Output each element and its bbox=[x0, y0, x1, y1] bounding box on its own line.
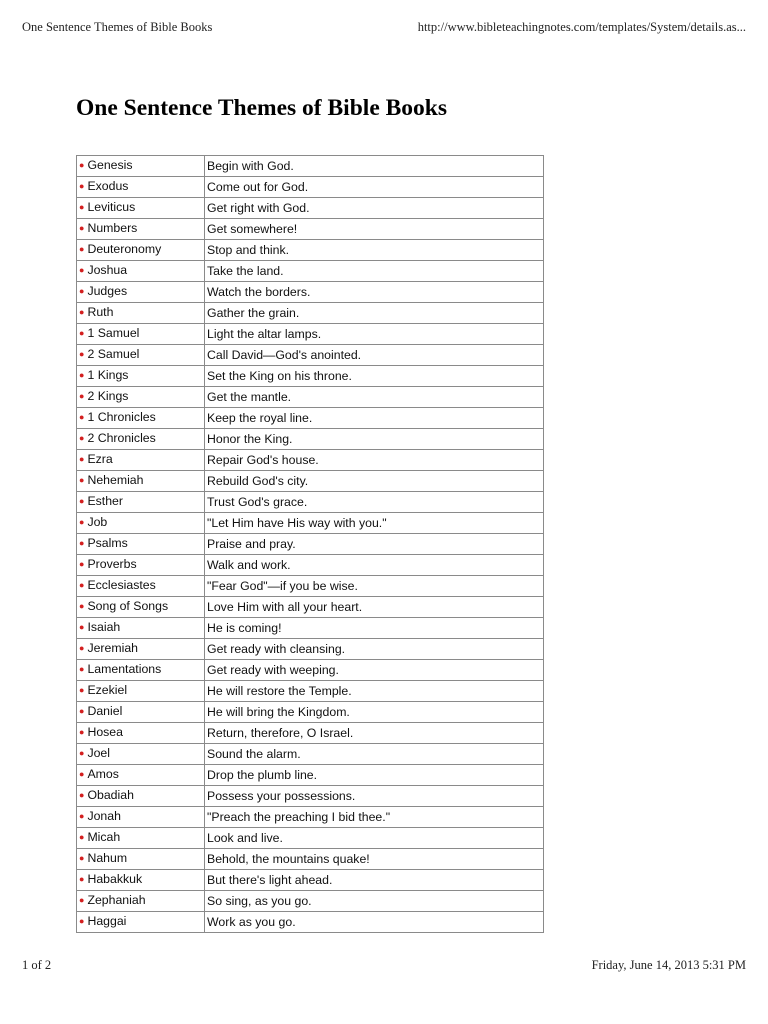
book-cell bbox=[77, 219, 205, 240]
bullet-icon: ● bbox=[79, 622, 85, 632]
table-row bbox=[77, 681, 544, 702]
page-number: 1 of 2 bbox=[22, 958, 52, 972]
table-row bbox=[77, 597, 544, 618]
book-name: Esther bbox=[87, 494, 123, 508]
table-row bbox=[77, 660, 544, 681]
table-row bbox=[77, 618, 544, 639]
book-cell bbox=[77, 429, 205, 450]
bullet-icon: ● bbox=[79, 664, 85, 674]
book-cell bbox=[77, 597, 205, 618]
book-name: Proverbs bbox=[87, 557, 137, 571]
book-name: 2 Samuel bbox=[87, 347, 140, 361]
theme-cell: Stop and think. bbox=[205, 240, 544, 261]
table-row bbox=[77, 786, 544, 807]
book-name: Obadiah bbox=[87, 788, 134, 802]
themes-table-container bbox=[76, 155, 543, 929]
book-name: Daniel bbox=[87, 704, 123, 718]
table-row bbox=[77, 702, 544, 723]
book-name: 2 Kings bbox=[87, 389, 129, 403]
bullet-icon: ● bbox=[79, 748, 85, 758]
table-row bbox=[77, 576, 544, 597]
book-name: Deuteronomy bbox=[87, 242, 162, 256]
book-name: Isaiah bbox=[87, 620, 121, 634]
bullet-icon: ● bbox=[79, 202, 85, 212]
table-row bbox=[77, 849, 544, 870]
bullet-icon: ● bbox=[79, 244, 85, 254]
table-row bbox=[77, 639, 544, 660]
bullet-icon: ● bbox=[79, 769, 85, 779]
bullet-icon: ● bbox=[79, 517, 85, 527]
theme-cell: Get the mantle. bbox=[205, 387, 544, 408]
theme-cell: Get somewhere! bbox=[205, 219, 544, 240]
print-header bbox=[22, 20, 746, 38]
book-cell bbox=[77, 828, 205, 849]
table-row bbox=[77, 723, 544, 744]
book-cell bbox=[77, 156, 205, 177]
book-cell bbox=[77, 366, 205, 387]
table-row bbox=[77, 429, 544, 450]
book-cell bbox=[77, 303, 205, 324]
bullet-icon: ● bbox=[79, 223, 85, 233]
bullet-icon: ● bbox=[79, 496, 85, 506]
book-cell bbox=[77, 723, 205, 744]
book-cell bbox=[77, 576, 205, 597]
theme-cell: Work as you go. bbox=[205, 912, 544, 933]
book-cell bbox=[77, 240, 205, 261]
theme-cell: Begin with God. bbox=[205, 156, 544, 177]
book-cell bbox=[77, 534, 205, 555]
book-name: 1 Kings bbox=[87, 368, 129, 382]
theme-cell: Drop the plumb line. bbox=[205, 765, 544, 786]
book-name: Ezra bbox=[87, 452, 113, 466]
book-name: Leviticus bbox=[87, 200, 136, 214]
bullet-icon: ● bbox=[79, 181, 85, 191]
book-name: Jeremiah bbox=[87, 641, 139, 655]
table-row bbox=[77, 450, 544, 471]
theme-cell: Honor the King. bbox=[205, 429, 544, 450]
book-cell bbox=[77, 786, 205, 807]
bullet-icon: ● bbox=[79, 895, 85, 905]
book-name: 1 Chronicles bbox=[87, 410, 156, 424]
print-footer bbox=[22, 958, 746, 976]
book-cell bbox=[77, 261, 205, 282]
book-cell bbox=[77, 744, 205, 765]
book-cell bbox=[77, 450, 205, 471]
table-row bbox=[77, 744, 544, 765]
bullet-icon: ● bbox=[79, 643, 85, 653]
bullet-icon: ● bbox=[79, 853, 85, 863]
book-name: 2 Chronicles bbox=[87, 431, 156, 445]
theme-cell: Come out for God. bbox=[205, 177, 544, 198]
book-cell bbox=[77, 177, 205, 198]
theme-cell: Look and live. bbox=[205, 828, 544, 849]
book-name: Haggai bbox=[87, 914, 127, 928]
table-row bbox=[77, 156, 544, 177]
bullet-icon: ● bbox=[79, 874, 85, 884]
book-name: Joshua bbox=[87, 263, 128, 277]
theme-cell: Get ready with weeping. bbox=[205, 660, 544, 681]
bullet-icon: ● bbox=[79, 916, 85, 926]
book-cell bbox=[77, 408, 205, 429]
table-row bbox=[77, 828, 544, 849]
bullet-icon: ● bbox=[79, 811, 85, 821]
bullet-icon: ● bbox=[79, 580, 85, 590]
theme-cell: Keep the royal line. bbox=[205, 408, 544, 429]
book-name: Nahum bbox=[87, 851, 128, 865]
print-header-url[interactable]: http://www.bibleteachingnotes.com/templates/System/details.as... bbox=[417, 20, 746, 34]
table-row bbox=[77, 555, 544, 576]
bullet-icon: ● bbox=[79, 433, 85, 443]
print-datetime: Friday, June 14, 2013 5:31 PM bbox=[591, 958, 746, 972]
table-row bbox=[77, 534, 544, 555]
bullet-icon: ● bbox=[79, 538, 85, 548]
table-row bbox=[77, 366, 544, 387]
book-name: Ezekiel bbox=[87, 683, 128, 697]
table-row bbox=[77, 261, 544, 282]
table-row bbox=[77, 765, 544, 786]
theme-cell: "Let Him have His way with you." bbox=[205, 513, 544, 534]
book-cell bbox=[77, 345, 205, 366]
bullet-icon: ● bbox=[79, 160, 85, 170]
bullet-icon: ● bbox=[79, 412, 85, 422]
table-row bbox=[77, 891, 544, 912]
bullet-icon: ● bbox=[79, 790, 85, 800]
book-cell bbox=[77, 639, 205, 660]
book-name: Habakkuk bbox=[87, 872, 143, 886]
theme-cell: Get right with God. bbox=[205, 198, 544, 219]
book-cell bbox=[77, 387, 205, 408]
table-row bbox=[77, 492, 544, 513]
book-cell bbox=[77, 891, 205, 912]
book-name: Exodus bbox=[87, 179, 129, 193]
bullet-icon: ● bbox=[79, 349, 85, 359]
theme-cell: He is coming! bbox=[205, 618, 544, 639]
book-name: Ecclesiastes bbox=[87, 578, 156, 592]
theme-cell: So sing, as you go. bbox=[205, 891, 544, 912]
book-name: Amos bbox=[87, 767, 119, 781]
book-cell bbox=[77, 702, 205, 723]
bullet-icon: ● bbox=[79, 685, 85, 695]
table-row bbox=[77, 282, 544, 303]
book-cell bbox=[77, 555, 205, 576]
theme-cell: Watch the borders. bbox=[205, 282, 544, 303]
book-cell bbox=[77, 282, 205, 303]
theme-cell: "Fear God"—if you be wise. bbox=[205, 576, 544, 597]
book-name: Lamentations bbox=[87, 662, 162, 676]
table-row bbox=[77, 324, 544, 345]
book-name: Joel bbox=[87, 746, 110, 760]
theme-cell: Sound the alarm. bbox=[205, 744, 544, 765]
themes-table-body bbox=[77, 156, 544, 933]
book-cell bbox=[77, 681, 205, 702]
table-row bbox=[77, 807, 544, 828]
theme-cell: Walk and work. bbox=[205, 555, 544, 576]
book-cell bbox=[77, 660, 205, 681]
book-name: Genesis bbox=[87, 158, 133, 172]
bullet-icon: ● bbox=[79, 559, 85, 569]
book-name: Zephaniah bbox=[87, 893, 146, 907]
bullet-icon: ● bbox=[79, 328, 85, 338]
theme-cell: Set the King on his throne. bbox=[205, 366, 544, 387]
book-name: Hosea bbox=[87, 725, 123, 739]
book-cell bbox=[77, 765, 205, 786]
book-cell bbox=[77, 324, 205, 345]
theme-cell: Trust God's grace. bbox=[205, 492, 544, 513]
book-name: Micah bbox=[87, 830, 121, 844]
table-row bbox=[77, 198, 544, 219]
book-name: 1 Samuel bbox=[87, 326, 140, 340]
theme-cell: Light the altar lamps. bbox=[205, 324, 544, 345]
book-name: Numbers bbox=[87, 221, 138, 235]
table-row bbox=[77, 912, 544, 933]
table-row bbox=[77, 303, 544, 324]
page-title: One Sentence Themes of Bible Books bbox=[76, 95, 448, 121]
theme-cell: He will bring the Kingdom. bbox=[205, 702, 544, 723]
book-name: Job bbox=[87, 515, 108, 529]
table-row bbox=[77, 870, 544, 891]
theme-cell: Possess your possessions. bbox=[205, 786, 544, 807]
book-cell bbox=[77, 807, 205, 828]
theme-cell: But there's light ahead. bbox=[205, 870, 544, 891]
book-name: Ruth bbox=[87, 305, 114, 319]
theme-cell: Rebuild God's city. bbox=[205, 471, 544, 492]
book-name: Nehemiah bbox=[87, 473, 144, 487]
theme-cell: He will restore the Temple. bbox=[205, 681, 544, 702]
theme-cell: Return, therefore, O Israel. bbox=[205, 723, 544, 744]
theme-cell: Call David—God's anointed. bbox=[205, 345, 544, 366]
theme-cell: Gather the grain. bbox=[205, 303, 544, 324]
table-row bbox=[77, 387, 544, 408]
theme-cell: Love Him with all your heart. bbox=[205, 597, 544, 618]
table-row bbox=[77, 345, 544, 366]
print-header-title: One Sentence Themes of Bible Books bbox=[22, 20, 213, 34]
table-row bbox=[77, 471, 544, 492]
table-row bbox=[77, 408, 544, 429]
book-name: Song of Songs bbox=[87, 599, 169, 613]
bullet-icon: ● bbox=[79, 370, 85, 380]
book-cell bbox=[77, 471, 205, 492]
book-cell bbox=[77, 198, 205, 219]
bullet-icon: ● bbox=[79, 307, 85, 317]
book-name: Psalms bbox=[87, 536, 128, 550]
theme-cell: Behold, the mountains quake! bbox=[205, 849, 544, 870]
theme-cell: Repair God's house. bbox=[205, 450, 544, 471]
book-cell bbox=[77, 618, 205, 639]
table-row bbox=[77, 219, 544, 240]
theme-cell: "Preach the preaching I bid thee." bbox=[205, 807, 544, 828]
bullet-icon: ● bbox=[79, 706, 85, 716]
book-name: Judges bbox=[87, 284, 128, 298]
book-cell bbox=[77, 492, 205, 513]
table-row bbox=[77, 177, 544, 198]
theme-cell: Take the land. bbox=[205, 261, 544, 282]
bullet-icon: ● bbox=[79, 286, 85, 296]
book-cell bbox=[77, 513, 205, 534]
bullet-icon: ● bbox=[79, 727, 85, 737]
table-row bbox=[77, 513, 544, 534]
bullet-icon: ● bbox=[79, 832, 85, 842]
bullet-icon: ● bbox=[79, 391, 85, 401]
book-cell bbox=[77, 870, 205, 891]
theme-cell: Get ready with cleansing. bbox=[205, 639, 544, 660]
theme-cell: Praise and pray. bbox=[205, 534, 544, 555]
bullet-icon: ● bbox=[79, 475, 85, 485]
book-cell bbox=[77, 912, 205, 933]
table-row bbox=[77, 240, 544, 261]
book-name: Jonah bbox=[87, 809, 121, 823]
themes-table bbox=[76, 155, 544, 933]
bullet-icon: ● bbox=[79, 454, 85, 464]
book-cell bbox=[77, 849, 205, 870]
bullet-icon: ● bbox=[79, 601, 85, 611]
bullet-icon: ● bbox=[79, 265, 85, 275]
